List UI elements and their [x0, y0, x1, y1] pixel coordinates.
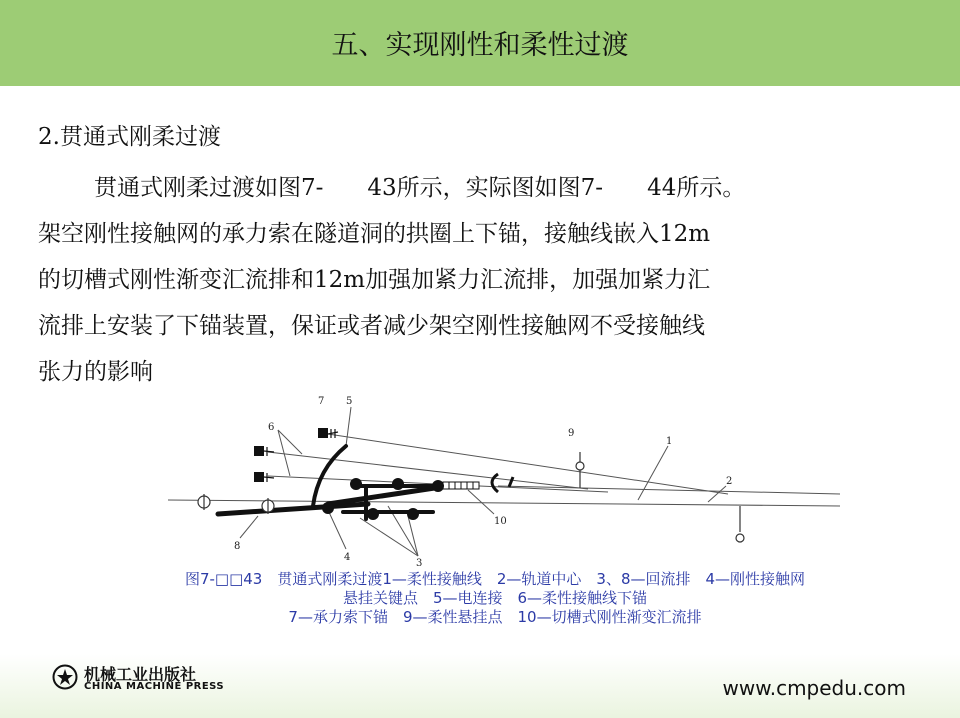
- leader-line-3c: [360, 518, 418, 556]
- leader-line-1: [638, 446, 668, 500]
- open-posts: [198, 452, 744, 542]
- caption-line-1: 图7-□□43 贯通式刚柔过渡1—柔性接触线 2—轨道中心 3、8—回流排 4—刚性接触网: [184, 570, 806, 588]
- label-9: 9: [568, 428, 575, 439]
- slide-title: 五、实现刚性和柔性过渡: [331, 30, 629, 61]
- leader-line-4: [328, 510, 346, 549]
- leader-line-8: [240, 516, 258, 538]
- publisher-star-icon: [52, 664, 78, 690]
- label-3: 3: [416, 558, 423, 569]
- line1-part-a: 贯通式刚柔过渡如图7-: [94, 175, 324, 201]
- publisher-logo: [50, 662, 240, 696]
- body-paragraph: [38, 165, 918, 395]
- line1-part-c: 44所示。: [647, 175, 746, 201]
- paragraph-line-5: 张力的影响: [38, 359, 153, 385]
- paragraph-line-2: 架空刚性接触网的承力索在隧道洞的拱圈上下锚，接触线嵌入12m: [38, 221, 711, 247]
- caption-line-3: 7—承力索下锚 9—柔性悬挂点 10—切槽式刚性渐变汇流排: [288, 608, 702, 626]
- leader-line-10: [468, 490, 494, 514]
- line1-part-b: 43所示，实际图如图7-: [367, 175, 604, 201]
- paragraph-line-4: 流排上安装了下锚装置，保证或者减少架空刚性接触网不受接触线: [38, 313, 705, 339]
- label-2: 2: [726, 476, 733, 487]
- label-5: 5: [346, 396, 353, 407]
- diagram-labels: [234, 396, 732, 569]
- caption-line-2: 悬挂关键点 5—电连接 6—柔性接触线下锚: [342, 589, 648, 607]
- rigid-busbar-main: [328, 486, 448, 504]
- label-4: 4: [344, 552, 351, 563]
- paragraph-line-3: 的切槽式刚性渐变汇流排和12m加强加紧力汇流排，加强加紧力汇: [38, 267, 711, 293]
- transition-diagram: [168, 394, 848, 569]
- label-8: 8: [234, 541, 241, 552]
- paragraph-line-1: [38, 165, 918, 211]
- label-6: 6: [268, 422, 275, 433]
- label-10: 10: [494, 516, 507, 527]
- electric-connection-5: [313, 446, 346, 506]
- leader-line-5: [346, 407, 351, 446]
- flexible-contact-wire-1: [498, 486, 840, 494]
- figure-caption: [60, 570, 930, 627]
- publisher-name-en: CHINA MACHINE PRESS: [84, 681, 225, 692]
- leader-line-2: [708, 486, 726, 502]
- label-7: 7: [318, 396, 325, 407]
- website-link[interactable]: www.cmpedu.com: [722, 676, 906, 700]
- publisher-name-cn: 机械工业出版社: [84, 665, 197, 684]
- label-1: 1: [666, 436, 673, 447]
- section-heading: 2.贯通式刚柔过渡: [38, 124, 221, 150]
- title-bar: [0, 0, 960, 86]
